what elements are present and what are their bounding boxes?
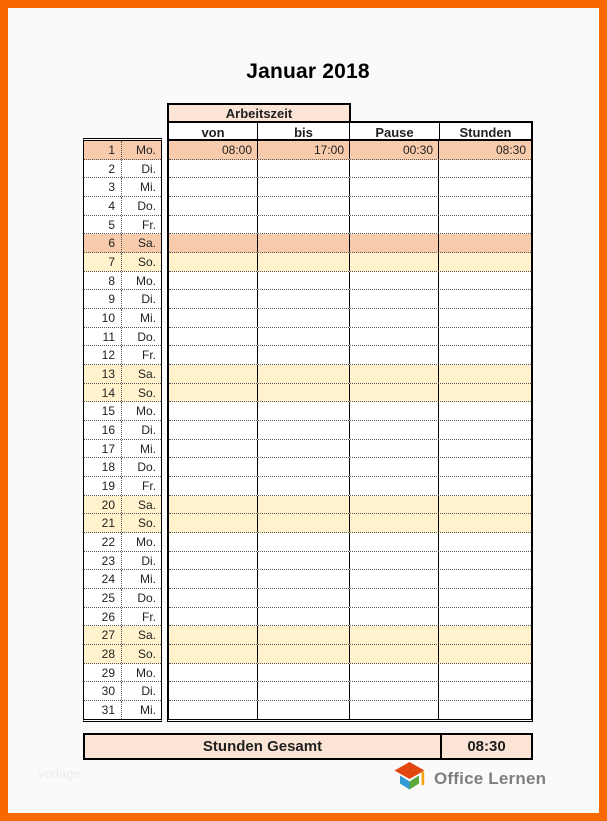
day-table-row <box>84 346 161 365</box>
time-table-row <box>169 477 531 496</box>
cell-pause[interactable] <box>350 608 439 626</box>
cell-stunden <box>439 664 531 682</box>
day-table-row <box>84 160 161 179</box>
cell-von[interactable] <box>169 701 258 719</box>
weekday-label: Di. <box>141 422 156 437</box>
day-number: 27 <box>84 626 122 644</box>
cell-von[interactable] <box>169 160 258 178</box>
cell-pause[interactable] <box>350 589 439 607</box>
time-table-row <box>169 197 531 216</box>
cell-stunden <box>439 496 531 514</box>
day-table-row <box>84 533 161 552</box>
cell-pause[interactable] <box>350 272 439 290</box>
cell-von[interactable] <box>169 570 258 588</box>
cell-stunden <box>439 402 531 420</box>
day-number: 25 <box>84 589 122 607</box>
cell-bis[interactable] <box>258 384 350 402</box>
time-table-row <box>169 384 531 403</box>
cell-bis[interactable] <box>258 365 350 383</box>
day-table-row <box>84 178 161 197</box>
day-table-row <box>84 365 161 384</box>
cell-bis[interactable]: 17:00 <box>258 141 350 159</box>
day-table-row <box>84 682 161 701</box>
cell-stunden <box>439 160 531 178</box>
column-header-stunden: Stunden <box>459 124 512 140</box>
cell-stunden <box>439 234 531 252</box>
day-number: 21 <box>84 514 122 532</box>
weekday-label: Mo. <box>135 142 156 157</box>
cell-pause[interactable] <box>350 234 439 252</box>
day-table-row <box>84 570 161 589</box>
time-table-row <box>169 440 531 459</box>
cell-von[interactable] <box>169 440 258 458</box>
cell-bis[interactable] <box>258 309 350 327</box>
weekday-label: Fr. <box>142 478 156 493</box>
time-table-body <box>167 139 533 722</box>
day-table-row <box>84 402 161 421</box>
time-table-row <box>169 533 531 552</box>
weekday-label: Fr. <box>142 609 156 624</box>
weekday-label: Mi. <box>140 441 156 456</box>
cell-von[interactable] <box>169 178 258 196</box>
cell-stunden <box>439 458 531 476</box>
column-header-bis: bis <box>258 123 350 141</box>
cell-stunden <box>439 197 531 215</box>
cell-pause[interactable] <box>350 701 439 719</box>
weekday-label: Fr. <box>142 217 156 232</box>
weekday-label: So. <box>137 646 156 661</box>
time-table-row <box>169 701 531 719</box>
cell-stunden <box>439 626 531 644</box>
cell-bis[interactable] <box>258 290 350 308</box>
time-table-row <box>169 552 531 571</box>
cell-bis[interactable] <box>258 533 350 551</box>
cell-pause[interactable] <box>350 533 439 551</box>
time-table-row <box>169 664 531 683</box>
time-table-row <box>169 608 531 627</box>
cell-pause[interactable] <box>350 477 439 495</box>
time-table-row <box>169 570 531 589</box>
day-number: 7 <box>84 253 122 271</box>
day-table-row <box>84 496 161 515</box>
day-number: 26 <box>84 608 122 626</box>
cell-pause[interactable] <box>350 365 439 383</box>
watermark-text: vorlage <box>38 766 81 781</box>
cell-pause[interactable] <box>350 290 439 308</box>
day-number: 29 <box>84 664 122 682</box>
cell-von[interactable] <box>169 216 258 234</box>
cell-pause[interactable] <box>350 626 439 644</box>
cell-pause[interactable] <box>350 645 439 663</box>
weekday-label: So. <box>137 385 156 400</box>
cell-bis[interactable] <box>258 626 350 644</box>
time-table-row <box>169 626 531 645</box>
cell-pause[interactable] <box>350 664 439 682</box>
cell-von[interactable] <box>169 682 258 700</box>
cell-von[interactable] <box>169 664 258 682</box>
cell-pause[interactable] <box>350 346 439 364</box>
day-number: 13 <box>84 365 122 383</box>
weekday-label: Mi. <box>140 180 156 195</box>
time-table-row <box>169 160 531 179</box>
cell-bis[interactable] <box>258 570 350 588</box>
cell-pause[interactable] <box>350 514 439 532</box>
weekday-label: Sa. <box>137 366 156 381</box>
weekday-label: Do. <box>137 198 156 213</box>
day-table-row <box>84 664 161 683</box>
group-header-arbeitszeit: Arbeitszeit <box>167 103 351 121</box>
cell-von[interactable] <box>169 197 258 215</box>
cell-bis[interactable] <box>258 645 350 663</box>
time-table-row <box>169 272 531 291</box>
weekday-label: So. <box>137 254 156 269</box>
weekday-label: Mo. <box>135 404 156 419</box>
day-number: 1 <box>84 141 122 159</box>
cell-bis[interactable] <box>258 178 350 196</box>
day-number: 18 <box>84 458 122 476</box>
time-table-row <box>169 141 531 160</box>
cell-pause[interactable] <box>350 570 439 588</box>
logo-text: Office Lernen <box>434 768 547 788</box>
day-table-body <box>83 138 162 722</box>
cell-pause[interactable] <box>350 682 439 700</box>
cell-stunden <box>439 589 531 607</box>
cell-pause[interactable] <box>350 458 439 476</box>
weekday-label: Sa. <box>137 628 156 643</box>
day-table-row <box>84 477 161 496</box>
weekday-label: Do. <box>137 460 156 475</box>
day-number: 15 <box>84 402 122 420</box>
cell-stunden <box>439 533 531 551</box>
day-number: 24 <box>84 570 122 588</box>
summary-label: Stunden Gesamt <box>85 735 442 758</box>
time-table-row <box>169 216 531 235</box>
day-number: 17 <box>84 440 122 458</box>
weekday-label: Sa. <box>137 236 156 251</box>
cell-von[interactable] <box>169 589 258 607</box>
day-number: 11 <box>84 328 122 346</box>
cell-pause[interactable] <box>350 328 439 346</box>
day-number: 31 <box>84 701 122 719</box>
cell-stunden <box>439 645 531 663</box>
day-table-row <box>84 290 161 309</box>
cell-stunden <box>439 477 531 495</box>
cell-von[interactable] <box>169 346 258 364</box>
day-number: 16 <box>84 421 122 439</box>
cell-bis[interactable] <box>258 477 350 495</box>
cell-pause[interactable] <box>350 178 439 196</box>
weekday-label: So. <box>137 516 156 531</box>
time-table-row <box>169 309 531 328</box>
cell-von[interactable] <box>169 365 258 383</box>
office-lernen-logo <box>393 761 546 796</box>
cell-bis[interactable] <box>258 253 350 271</box>
cell-stunden <box>439 701 531 719</box>
day-number: 30 <box>84 682 122 700</box>
cell-bis[interactable] <box>258 589 350 607</box>
day-table-row <box>84 421 161 440</box>
day-table-row <box>84 589 161 608</box>
cell-von[interactable] <box>169 608 258 626</box>
cell-bis[interactable] <box>258 346 350 364</box>
cell-bis[interactable] <box>258 682 350 700</box>
weekday-label: Mi. <box>140 572 156 587</box>
day-table-row <box>84 645 161 664</box>
cell-von[interactable] <box>169 328 258 346</box>
time-table-row <box>169 645 531 664</box>
column-header-row <box>167 121 533 141</box>
day-number: 3 <box>84 178 122 196</box>
cell-bis[interactable] <box>258 272 350 290</box>
cell-bis[interactable] <box>258 552 350 570</box>
cell-stunden <box>439 309 531 327</box>
day-table-row <box>84 458 161 477</box>
column-header-pause: Pause <box>350 123 440 141</box>
cell-pause[interactable] <box>350 496 439 514</box>
day-number: 23 <box>84 552 122 570</box>
day-table-row <box>84 216 161 235</box>
day-number: 20 <box>84 496 122 514</box>
summary-bar <box>83 733 533 760</box>
cell-pause[interactable] <box>350 402 439 420</box>
cell-stunden <box>439 178 531 196</box>
weekday-label: Do. <box>137 590 156 605</box>
cell-pause[interactable] <box>350 384 439 402</box>
time-table-row <box>169 496 531 515</box>
cell-stunden <box>439 328 531 346</box>
time-table-row <box>169 421 531 440</box>
column-header-von: von <box>169 123 258 141</box>
weekday-label: Mi. <box>140 310 156 325</box>
cell-von[interactable] <box>169 626 258 644</box>
day-table-row <box>84 552 161 571</box>
weekday-label: Sa. <box>137 497 156 512</box>
cell-pause[interactable] <box>350 440 439 458</box>
day-table-row <box>84 234 161 253</box>
cell-pause[interactable] <box>350 552 439 570</box>
day-number: 14 <box>84 384 122 402</box>
cell-von[interactable] <box>169 402 258 420</box>
cell-von[interactable] <box>169 514 258 532</box>
cell-pause[interactable] <box>350 421 439 439</box>
weekday-label: Di. <box>141 553 156 568</box>
day-table-row <box>84 272 161 291</box>
day-number: 28 <box>84 645 122 663</box>
cell-bis[interactable] <box>258 440 350 458</box>
cell-von[interactable] <box>169 234 258 252</box>
day-number: 4 <box>84 197 122 215</box>
time-table-row <box>169 328 531 347</box>
day-table-row <box>84 440 161 459</box>
day-number: 5 <box>84 216 122 234</box>
day-table-row <box>84 608 161 627</box>
cell-bis[interactable] <box>258 664 350 682</box>
day-number: 22 <box>84 533 122 551</box>
weekday-label: Mi. <box>140 702 156 717</box>
cell-stunden: 08:30 <box>495 142 526 157</box>
day-table-row <box>84 514 161 533</box>
cell-stunden <box>439 682 531 700</box>
cell-von[interactable]: 08:00 <box>169 141 258 159</box>
cell-stunden <box>439 290 531 308</box>
cell-von[interactable] <box>169 272 258 290</box>
cell-bis[interactable] <box>258 197 350 215</box>
day-number: 6 <box>84 234 122 252</box>
summary-total-value: 08:30 <box>467 738 506 755</box>
cell-bis[interactable] <box>258 514 350 532</box>
day-table-row <box>84 197 161 216</box>
cell-stunden <box>439 440 531 458</box>
day-number: 12 <box>84 346 122 364</box>
cell-pause[interactable] <box>350 253 439 271</box>
cell-bis[interactable] <box>258 328 350 346</box>
cell-von[interactable] <box>169 253 258 271</box>
cell-bis[interactable] <box>258 701 350 719</box>
weekday-label: Mo. <box>135 534 156 549</box>
cell-von[interactable] <box>169 458 258 476</box>
cell-pause[interactable] <box>350 309 439 327</box>
time-table-row <box>169 514 531 533</box>
weekday-label: Do. <box>137 329 156 344</box>
day-number: 2 <box>84 160 122 178</box>
cell-stunden <box>439 552 531 570</box>
cell-von[interactable] <box>169 533 258 551</box>
cell-bis[interactable] <box>258 160 350 178</box>
day-table-row <box>84 253 161 272</box>
cell-stunden <box>439 346 531 364</box>
cell-bis[interactable] <box>258 421 350 439</box>
day-number: 8 <box>84 272 122 290</box>
cell-stunden <box>439 365 531 383</box>
weekday-label: Mo. <box>135 665 156 680</box>
weekday-label: Di. <box>141 161 156 176</box>
cell-bis[interactable] <box>258 608 350 626</box>
cell-stunden <box>439 570 531 588</box>
weekday-label: Di. <box>141 292 156 307</box>
cell-pause[interactable]: 00:30 <box>350 141 439 159</box>
cell-bis[interactable] <box>258 402 350 420</box>
cell-bis[interactable] <box>258 234 350 252</box>
cell-von[interactable] <box>169 496 258 514</box>
day-number: 10 <box>84 309 122 327</box>
page-title: Januar 2018 <box>246 60 370 83</box>
cell-pause[interactable] <box>350 216 439 234</box>
day-number: 9 <box>84 290 122 308</box>
cell-stunden <box>439 421 531 439</box>
time-table-row <box>169 402 531 421</box>
time-table-row <box>169 682 531 701</box>
cell-von[interactable] <box>169 552 258 570</box>
weekday-label: Di. <box>141 684 156 699</box>
cell-von[interactable] <box>169 384 258 402</box>
cell-bis[interactable] <box>258 216 350 234</box>
cell-stunden <box>439 608 531 626</box>
day-number: 19 <box>84 477 122 495</box>
time-table-row <box>169 346 531 365</box>
time-table-row <box>169 589 531 608</box>
cell-stunden <box>439 253 531 271</box>
time-table-row <box>169 234 531 253</box>
cell-pause[interactable] <box>350 160 439 178</box>
cell-von[interactable] <box>169 645 258 663</box>
day-table-row <box>84 309 161 328</box>
cell-von[interactable] <box>169 421 258 439</box>
day-table-row <box>84 328 161 347</box>
cell-von[interactable] <box>169 309 258 327</box>
time-table-row <box>169 290 531 309</box>
weekday-label: Mo. <box>135 273 156 288</box>
time-table-row <box>169 178 531 197</box>
cell-stunden <box>439 384 531 402</box>
cell-stunden <box>439 514 531 532</box>
day-table-row <box>84 626 161 645</box>
time-table-row <box>169 458 531 477</box>
weekday-label: Fr. <box>142 348 156 363</box>
day-table-row <box>84 384 161 403</box>
time-table-row <box>169 253 531 272</box>
cell-stunden <box>439 272 531 290</box>
day-table-row <box>84 141 161 160</box>
cell-bis[interactable] <box>258 458 350 476</box>
graduation-cap-icon <box>393 761 427 796</box>
cell-von[interactable] <box>169 477 258 495</box>
cell-von[interactable] <box>169 290 258 308</box>
time-table-row <box>169 365 531 384</box>
cell-bis[interactable] <box>258 496 350 514</box>
cell-stunden <box>439 216 531 234</box>
day-table-row <box>84 701 161 719</box>
cell-pause[interactable] <box>350 197 439 215</box>
